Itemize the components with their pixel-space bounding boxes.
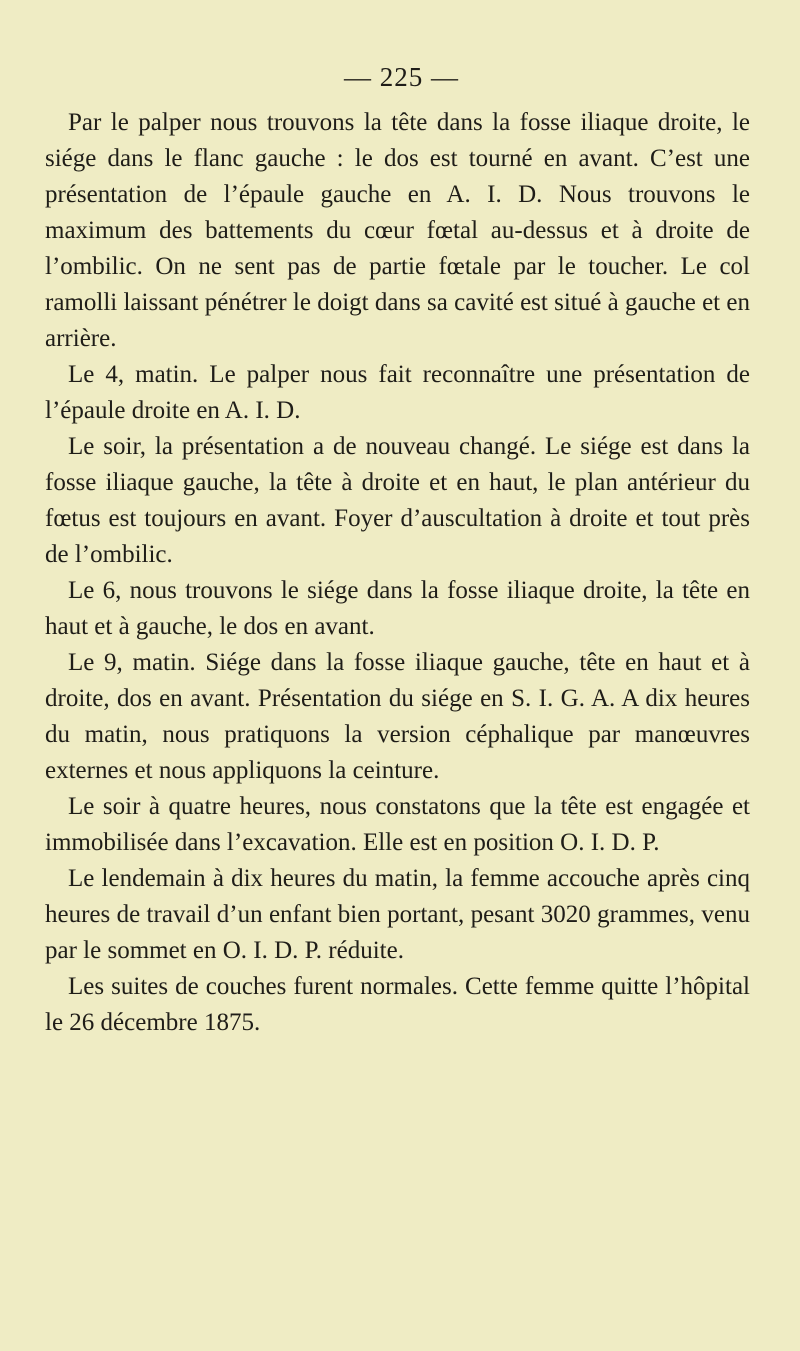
paragraph: Par le palper nous trouvons la tête dans la fosse iliaque droite, le siége dans le flanc gauche : le dos est tourné en avant. C’est une présentation de l’épaule gauche en A. I. D. Nous trouvons le maximum des battements du cœur fœtal au-dessus et à droite de l’ombilic. On ne sent pas de partie fœtale par le toucher. Le col ramolli laissant pénétrer le doigt dans sa cavité est situé à gauche et en arrière. xyxy=(45,109,750,352)
paragraph: Le soir à quatre heures, nous constatons que la tête est engagée et immobilisée dans l’excavation. Elle est en position O. I. D. P. xyxy=(45,793,750,856)
paragraph: Le soir, la présentation a de nouveau changé. Le siége est dans la fosse iliaque gauche, la tête à droite et en haut, le plan antérieur du fœtus est toujours en avant. Foyer d’auscultation à droite et tout près de l’ombilic. xyxy=(45,433,750,568)
page-number: — 225 — xyxy=(344,62,459,92)
body-text xyxy=(45,105,750,1041)
paragraph: Le 4, matin. Le palper nous fait reconnaître une présentation de l’épaule droite en A. I. D. xyxy=(45,361,750,424)
paragraph: Le 6, nous trouvons le siége dans la fosse iliaque droite, la tête en haut et à gauche, le dos en avant. xyxy=(45,577,750,640)
paragraph: Les suites de couches furent normales. Cette femme quitte l’hôpital le 26 décembre 1875. xyxy=(45,973,750,1036)
paragraph: Le lendemain à dix heures du matin, la femme accouche après cinq heures de travail d’un enfant bien portant, pesant 3020 grammes, venu par le sommet en O. I. D. P. réduite. xyxy=(45,865,750,964)
paragraph: Le 9, matin. Siége dans la fosse iliaque gauche, tête en haut et à droite, dos en avant. Présentation du siége en S. I. G. A. A dix heures du matin, nous pratiquons la version céphalique par manœuvres externes et nous appliquons la ceinture. xyxy=(45,649,750,784)
